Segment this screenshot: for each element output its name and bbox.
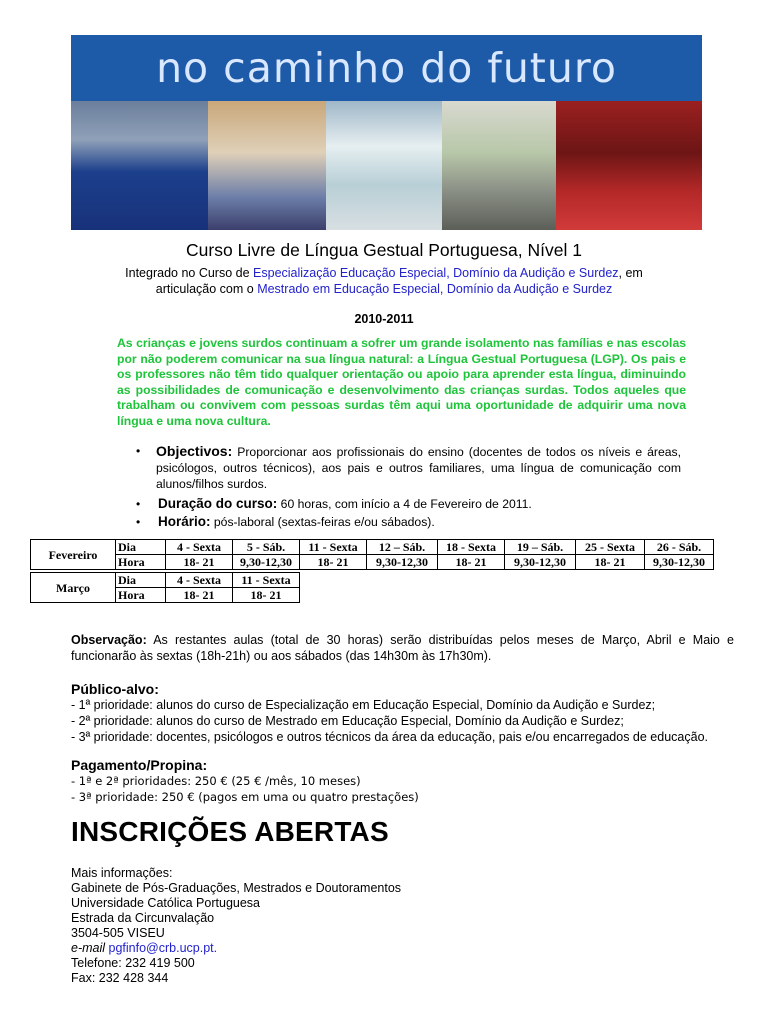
list-item: - 2ª prioridade: alunos do curso de Mestrado em Educação Especial, Domínio da Audição e Surdez; (71, 714, 624, 728)
hour-label-cell: Hora (116, 555, 166, 570)
office-name: Gabinete de Pós-Graduações, Mestrados e Doutoramentos (71, 881, 402, 895)
email-link[interactable]: pgfinfo@crb.ucp.pt. (108, 941, 218, 955)
table-cell: 9,30-12,30 (233, 555, 300, 570)
classroom-photo (208, 101, 326, 230)
table-cell: 18- 21 (166, 555, 233, 570)
clinic-photo (326, 101, 442, 230)
duration-label: Duração do curso: (158, 496, 278, 511)
contact-info (71, 866, 401, 986)
duration-text: 60 horas, com início a 4 de Fevereiro de 2011. (277, 497, 532, 511)
february-schedule-table (30, 539, 714, 570)
more-info-label: Mais informações: (71, 866, 173, 880)
list-item: - 1ª e 2ª prioridades: 250 € (25 € /mês, 10 meses) (71, 774, 361, 788)
banner-title: no caminho do futuro (156, 44, 617, 92)
table-cell: 19 – Sáb. (505, 540, 576, 555)
objectives-label: Objectivos: (156, 443, 233, 459)
integration-line2-prefix: articulação com o (155, 282, 258, 296)
academic-year: 2010-2011 (354, 312, 414, 326)
hour-label-cell: Hora (116, 588, 166, 603)
table-cell: 18 - Sexta (438, 540, 505, 555)
table-cell: 18- 21 (576, 555, 645, 570)
table-cell: 12 – Sáb. (367, 540, 438, 555)
month-cell: Fevereiro (31, 540, 116, 570)
conference-hall-photo (556, 101, 702, 230)
master-course-link[interactable]: Mestrado em Educação Especial, Domínio da Audição e Surdez (257, 282, 613, 296)
table-row (31, 540, 714, 555)
intro-paragraph: As crianças e jovens surdos continuam a sofrer um grande isolamento nas famílias e nas escolas por não poderem comunicar na sua língua natural: a Língua Gestual Portuguesa (LGP). Os pais e os professores não têm tido qualquer orientação ou apoio para aprender esta língua, diminuindo as possibilidades de comunicação e desenvolvimento das crianças surdas. Todos aqueles que trabalham ou convivem com pessoas surdas têm aqui uma oportunidade de adquirir uma nova língua e uma nova cultura. (117, 336, 686, 428)
specialization-course-link[interactable]: Especialização Educação Especial, Domínio da Audição e Surdez (253, 266, 619, 280)
integration-mid: , em (618, 266, 643, 280)
month-cell: Março (31, 573, 116, 603)
table-cell: 5 - Sáb. (233, 540, 300, 555)
banner-photo-strip (71, 101, 702, 230)
table-cell: 26 - Sáb. (645, 540, 714, 555)
email-line (71, 941, 401, 956)
table-cell: 9,30-12,30 (505, 555, 576, 570)
payment-heading: Pagamento/Propina: (71, 757, 208, 773)
duration-item (136, 496, 681, 512)
auditorium-photo (71, 101, 208, 230)
target-audience-heading: Público-alvo: (71, 681, 159, 697)
street-address: Estrada da Circunvalação (71, 911, 215, 925)
postal-city: 3504-505 VISEU (71, 926, 165, 940)
payment-list (71, 773, 419, 805)
registration-open-heading: INSCRIÇÕES ABERTAS (71, 816, 389, 847)
table-cell: 4 - Sexta (166, 573, 233, 588)
table-row (31, 555, 714, 570)
table-cell: 9,30-12,30 (367, 555, 438, 570)
day-label-cell: Dia (116, 573, 166, 588)
table-cell: 18- 21 (166, 588, 233, 603)
list-item: - 3ª prioridade: 250 € (pagos em uma ou quatro prestações) (71, 790, 419, 804)
integration-line-1 (0, 266, 768, 280)
table-cell: 9,30-12,30 (645, 555, 714, 570)
schedule-item (136, 514, 681, 530)
table-cell: 4 - Sexta (166, 540, 233, 555)
phone-number: Telefone: 232 419 500 (71, 956, 195, 970)
header-banner (71, 35, 702, 230)
objectives-text: Proporcionar aos profissionais do ensino (docentes de todos os níveis e áreas, psicólogos, outros técnicos), aos pais e outros familiares, uma língua de comunicação com alunos/filhos surdos. (156, 445, 681, 491)
integration-line-2 (0, 282, 768, 296)
meeting-photo (442, 101, 556, 230)
email-label: e-mail (71, 941, 106, 955)
list-item: - 3ª prioridade: docentes, psicólogos e outros técnicos da área da educação, pais e/ou encarregados de educação. (71, 730, 708, 744)
schedule-label: Horário: (158, 514, 211, 529)
observation-label: Observação: (71, 633, 147, 647)
target-audience-list (71, 697, 708, 745)
table-cell: 18- 21 (300, 555, 367, 570)
objectives-item (136, 443, 681, 492)
march-schedule-table (30, 572, 300, 603)
table-cell: 18- 21 (233, 588, 300, 603)
fax-number: Fax: 232 428 344 (71, 971, 169, 985)
course-title: Curso Livre de Língua Gestual Portuguesa, Nível 1 (186, 240, 582, 260)
table-row (31, 573, 300, 588)
university-name: Universidade Católica Portuguesa (71, 896, 260, 910)
integration-prefix: Integrado no Curso de (125, 266, 254, 280)
course-details-list (136, 443, 681, 529)
schedule-text: pós-laboral (sextas-feiras e/ou sábados). (210, 515, 435, 529)
observation-text: As restantes aulas (total de 30 horas) serão distribuídas pelos meses de Março, Abril e Maio e funcionarão às sextas (18h-21h) ou aos sábados (das 14h30m às 17h30m). (71, 633, 734, 663)
day-label-cell: Dia (116, 540, 166, 555)
table-cell: 18- 21 (438, 555, 505, 570)
observation-note (71, 632, 734, 664)
table-cell: 25 - Sexta (576, 540, 645, 555)
table-cell: 11 - Sexta (300, 540, 367, 555)
table-cell: 11 - Sexta (233, 573, 300, 588)
list-item: - 1ª prioridade: alunos do curso de Especialização em Educação Especial, Domínio da Audição e Surdez; (71, 698, 656, 712)
